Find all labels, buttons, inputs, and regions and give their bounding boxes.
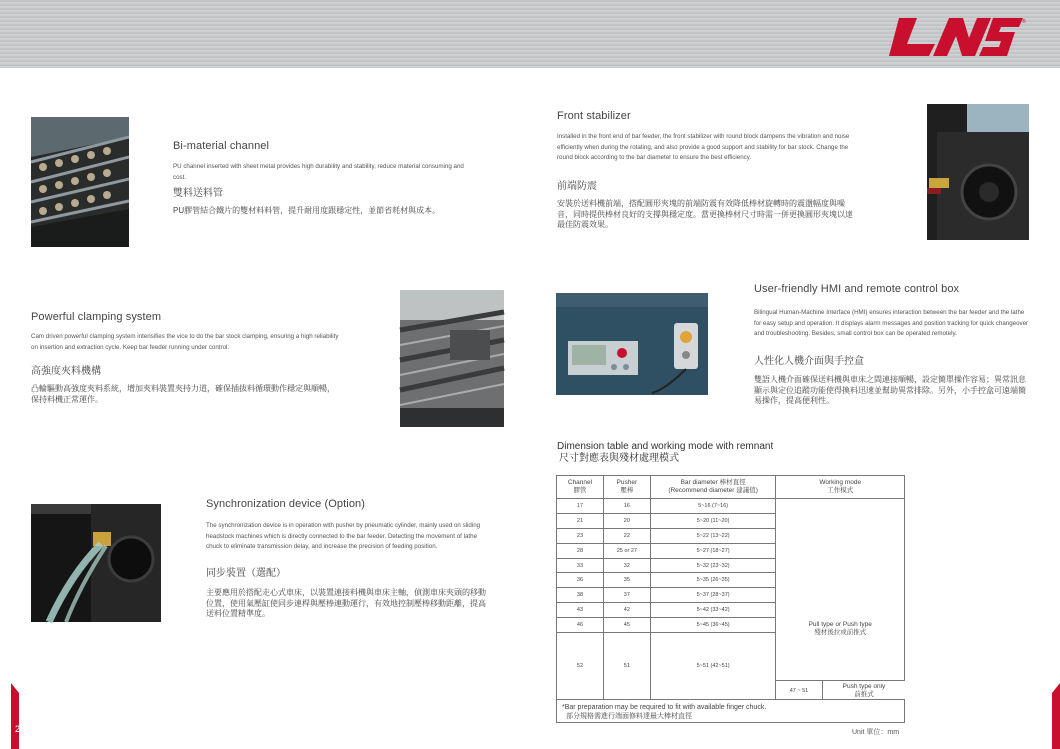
clamping-title: Powerful clamping system — [31, 311, 162, 323]
lns-logo — [885, 14, 1025, 58]
front-stabilizer-text-zh: 安裝於送料機前端，搭配圓形夾塊的前端防震有效降低棒材旋轉時的震盪幅度與噪音，同時提供棒材良好的支撐與穩定度。當更換棒材尺寸時需一併更換圓形夾塊以達最佳防震效果。 — [557, 199, 853, 229]
bimaterial-channel-photo — [31, 117, 129, 247]
hmi-title: User-friendly HMI and remote control box — [754, 283, 960, 295]
cell-channel: 23 — [557, 528, 604, 543]
cell-bar: 5~45 (36~45) — [650, 618, 776, 633]
hmi-text-en: Bilingual Human-Machine Interface (HMI) ensures interaction between the bar feeder and the lathe for easy setup and operation. It displays alarm messages and position tracking for quick changeover and troubleshooting. Besides, small control box can be operated remotely. — [754, 309, 1029, 338]
cell-bar: 5~27 (18~27) — [650, 543, 776, 558]
cell-mode-pull-or-push: Pull type or Push type 殘材後拉或前推式 — [776, 499, 905, 700]
right-page-number: 3 — [1037, 724, 1043, 734]
front-stabilizer-title-zh: 前端防震 — [557, 181, 597, 192]
clamping-text-en: Cam driven powerful clamping system intensifies the vice to do the bar stock clamping, ensuring a high reliability on insertion and extraction cycle. Keep bar feeder running under control. — [31, 333, 339, 351]
header-channel: Channel 膠管 — [557, 476, 604, 499]
bimaterial-text-en: PU channel inserted with sheet metal provides high durability and stability, reduce material consuming and cost. — [173, 163, 464, 181]
cell-pusher: 16 — [603, 499, 650, 514]
table-row — [557, 499, 905, 514]
hmi-text-zh: 雙語人機介面確保送料機與車床之間連接順暢，設定簡單操作容易；異常訊息顯示與定位追蹤功能使得換料迅速並幫助異常排除。另外，小手控盒可遠端簡易操作，提高便利性。 — [754, 375, 1026, 405]
cell-channel: 28 — [557, 543, 604, 558]
cell-pusher: 42 — [603, 603, 650, 618]
clamping-text-zh: 凸輪驅動高強度夾料系統，增加夾料裝置夾持力道，確保插拔料循環動作穩定與順暢，保持料機正常運作。 — [31, 384, 335, 404]
cell-pusher: 35 — [603, 573, 650, 588]
sync-text-en: The synchronization device is in operation with pusher by pneumatic cylinder, mainly used on sliding headstock machines which is directly connected to the bar feeder. Detecting the movement of lathe chuck to eliminate transmission delay, and increase the precision of feeding position. — [206, 522, 481, 551]
footnote-zh: 部分規格需進行端面修料達最大棒材直徑 — [566, 713, 692, 720]
cell-bar: 5~32 (23~32) — [650, 558, 776, 573]
bimaterial-text-zh: PU膠管結合鐵片的雙材料料管，提升耐用度跟穩定性，並節省耗材與成本。 — [173, 206, 441, 215]
dimension-table-title-zh: 尺寸對應表與殘材處理模式 — [559, 453, 679, 464]
cell-pusher: 25 or 27 — [603, 543, 650, 558]
front-stabilizer-photo — [927, 104, 1029, 240]
cell-bar: 5~51 (42~51) — [650, 633, 776, 700]
sync-title: Synchronization device (Option) — [206, 498, 366, 510]
table-header-row — [557, 476, 905, 499]
unit-label: Unit 單位：mm — [852, 729, 900, 736]
cell-bar: 5~35 (26~35) — [650, 573, 776, 588]
left-page-corner — [11, 683, 41, 749]
cell-channel: 46 — [557, 618, 604, 633]
hmi-title-zh: 人性化人機介面與手控盒 — [754, 356, 864, 367]
bimaterial-title: Bi-material channel — [173, 140, 270, 152]
cell-bar: 5~37 (28~37) — [650, 588, 776, 603]
sync-text-zh: 主要應用於搭配走心式車床，以裝置連接料機與車床主軸，偵測車床夾頭的移動位置，使用氣壓缸使同步連桿與壓棒連動運行，有效地控制壓棒移動距離，提高送料位置精準度。 — [206, 588, 486, 618]
cell-channel: 38 — [557, 588, 604, 603]
footnote-en: *Bar preparation may be required to fit with available finger chuck. — [562, 704, 767, 711]
cell-bar: 5~22 (13~22) — [650, 528, 776, 543]
cell-channel: 17 — [557, 499, 604, 514]
clamping-title-zh: 高強度夾料機構 — [31, 366, 101, 377]
front-stabilizer-title: Front stabilizer — [557, 110, 631, 122]
header-band — [0, 0, 1060, 68]
cell-channel: 33 — [557, 558, 604, 573]
right-page-corner — [1030, 683, 1060, 749]
front-stabilizer-text-en: Installed in the front end of bar feeder, the front stabilizer with round block dampens the vibration and noise efficiently when during the rotating, and also provide a good support and stability for bar stock. Change the round block according to the bar diameter to ensure the best efficiency. — [557, 133, 850, 162]
hmi-remote-control-photo — [556, 293, 708, 395]
push-type-only-cell — [776, 680, 905, 700]
cell-pusher: 20 — [603, 513, 650, 528]
header-pusher: Pusher 壓棒 — [603, 476, 650, 499]
header-bar-diameter: Bar diameter 棒材直徑 (Recommend diameter 建議值) — [650, 476, 776, 499]
cell-channel: 21 — [557, 513, 604, 528]
svg-text:®: ® — [1022, 19, 1026, 25]
cell-bar: 5~20 (11~20) — [650, 513, 776, 528]
cell-pusher: 45 — [603, 618, 650, 633]
push-type-mode: Push type only 前推式 — [842, 683, 886, 698]
push-type-range: 47 ~ 51 — [776, 681, 823, 700]
table-footnote — [556, 699, 905, 723]
cell-bar: 5~16 (7~16) — [650, 499, 776, 514]
clamping-system-photo — [400, 290, 504, 427]
sync-title-zh: 同步裝置（選配） — [206, 568, 286, 579]
header-working-mode: Working mode 工作模式 — [776, 476, 905, 499]
dimension-table — [556, 475, 905, 700]
cell-channel: 36 — [557, 573, 604, 588]
dimension-table-title-en: Dimension table and working mode with remnant — [557, 441, 774, 452]
cell-bar: 5~42 (33~42) — [650, 603, 776, 618]
cell-pusher: 37 — [603, 588, 650, 603]
left-page-number: 2 — [15, 724, 21, 734]
cell-pusher: 22 — [603, 528, 650, 543]
cell-pusher: 51 — [603, 633, 650, 700]
synchronization-device-photo — [31, 504, 161, 622]
bimaterial-title-zh: 雙料送料管 — [173, 188, 223, 199]
dimension-table-title — [557, 441, 773, 465]
cell-channel: 43 — [557, 603, 604, 618]
cell-pusher: 32 — [603, 558, 650, 573]
cell-channel: 52 — [557, 633, 604, 700]
